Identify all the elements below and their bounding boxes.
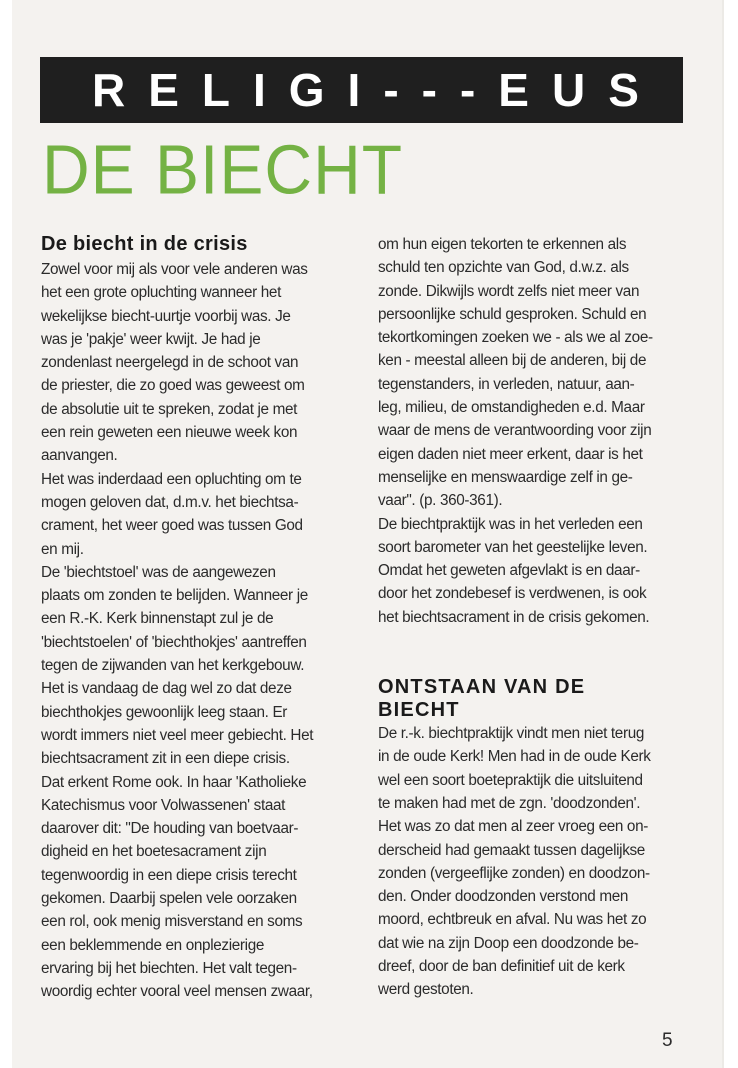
paragraph: De r.-k. biechtpraktijk vindt men niet terug in de oude Kerk! Men had in de oude Kerk wel een soort boetepraktijk die uitsluitend te maken had met de zgn. 'doodzonden'. Het was zo dat men al zeer vroeg een on- derscheid had gemaakt tussen dagelijkse zonden (vergeeflijke zonden) en doodzon- den. Onder doodzonden verstond men moord, echtbreuk en afval. Nu was het zo dat wie na zijn Doop een doodzonde be- dreef, door de ban definitief uit de kerk werd gestoten.	[378, 725, 651, 999]
page	[12, 0, 724, 1068]
subheading-crisis: De biecht in de crisis	[41, 233, 248, 255]
section-banner	[40, 57, 683, 123]
subheading-origin: ONTSTAAN VAN DE BIECHT	[378, 676, 586, 722]
right-column	[378, 233, 698, 1002]
paragraph: om hun eigen tekorten te erkennen als schuld ten opzichte van God, d.w.z. als zonde. Dikwijls wordt zelfs niet meer van persoonlijke schuld gesproken. Schuld en tekortkomingen zoeken we - als we al zoe- ken - meestal alleen bij de anderen, bij de tegenstanders, in verleden, natuur, aan- leg, milieu, de omstandigheden e.d. Maar waar de mens de verantwoording voor zijn eigen daden niet meer erkent, daar is het menselijke en menswaardige zelf in ge- vaar". (p. 360-361).	[378, 236, 653, 510]
page-number: 5	[662, 1030, 673, 1051]
banner-text: RELIGI---EUS	[92, 64, 662, 116]
paragraph: De biechtpraktijk was in het verleden een soort barometer van het geestelijke leven. Omdat het geweten afgevlakt is en daar- door het zondebesef is verdwenen, is ook het biechtsacrament in de crisis gekomen.	[378, 515, 650, 626]
paragraph: Het was inderdaad een opluchting om te mogen geloven dat, d.m.v. het biechtsa- crament, het weer goed was tussen God en mij.	[41, 470, 303, 558]
left-column	[41, 233, 361, 1004]
paragraph: Zowel voor mij als voor vele anderen was het een grote opluchting wanneer het wekelijkse biecht-uurtje voorbij was. Je was je 'pakje' weer kwijt. Je had je zondenlast neergelegd in de schoot van de priester, die zo goed was geweest om de absolutie uit te spreken, zodat je met een rein geweten een nieuwe week kon aanvangen.	[41, 261, 308, 465]
paragraph: De 'biechtstoel' was de aangewezen plaats om zonden te belijden. Wanneer je een R.-K. Kerk binnenstapt zul je de 'biechtstoelen' of 'biechthokjes' aantreffen tegen de zijwanden van het kerkgebouw. Het is vandaag de dag wel zo dat deze biechthokjes gewoonlijk leeg staan. Er wordt immers niet veel meer gebiecht. Het biechtsacrament zit in een diepe crisis. Dat erkent Rome ook. In haar 'Katholieke Katechismus voor Volwassenen' staat daarover dit: "De houding van boetvaar- digheid en het boetesacrament zijn tegenwoordig in een diepe crisis terecht gekomen. Daarbij spelen vele oorzaken een rol, ook menig misverstand en soms een beklemmende en onplezierige ervaring bij het biechten. Het valt tegen- woordig echter vooral veel mensen zwaar,	[41, 563, 314, 1001]
article-title: DE BIECHT	[42, 129, 404, 209]
